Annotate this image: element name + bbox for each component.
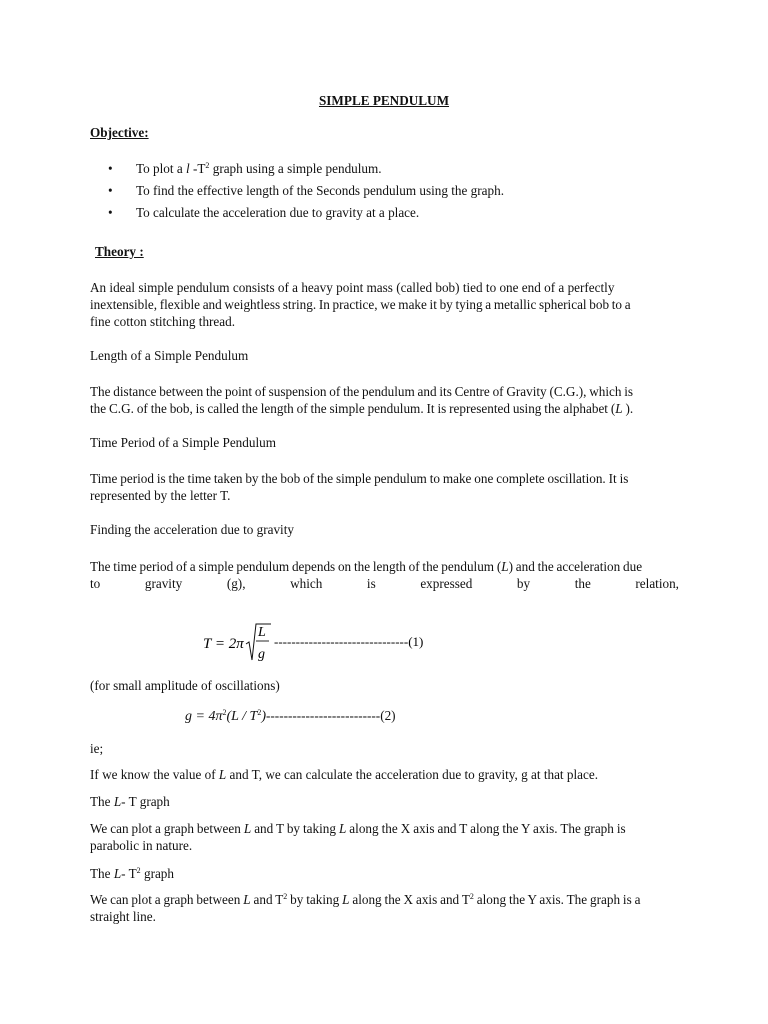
text-line: We can plot a graph between L and T by taking L along the X axis and T along the Y axis. The graph is	[90, 821, 626, 836]
formula-1-numerator: L	[258, 625, 266, 640]
objective-heading: Objective:	[90, 125, 149, 140]
page-title: SIMPLE PENDULUM	[318, 93, 450, 108]
text-line: the C.G. of the bob, is called the length of the simple pendulum. It is represented using the alphabet (L ).	[90, 401, 634, 416]
text-line: An ideal simple pendulum consists of a heavy point mass (called bob) tied to one end of a perfectly	[90, 280, 615, 295]
formula-1-denominator: g	[258, 647, 265, 662]
text-line: The time period of a simple pendulum depends on the length of the pendulum (L) and the acceleration due	[90, 559, 643, 574]
text-line: parabolic in nature.	[90, 838, 193, 853]
ie-text: ie;	[90, 741, 104, 756]
bullet-icon: •	[108, 183, 113, 198]
list-item: • To plot a l $-T^2$ graph using a simple pendulum.	[108, 161, 382, 176]
know-value-line: If we know the value of L and T, we can calculate the acceleration due to gravity, g at that place.	[90, 767, 599, 782]
lt-graph-heading: The L- T graph	[90, 794, 170, 809]
theory-heading: Theory :	[95, 244, 144, 259]
objectives-list	[108, 160, 504, 226]
list-item: • To calculate the acceleration due to gravity at a place.	[108, 205, 420, 220]
text-line: fine cotton stitching thread.	[90, 314, 236, 329]
text-line: represented by the letter T.	[90, 488, 231, 503]
text-line: Time period is the time taken by the bob of the simple pendulum to make one complete oscillation. It is	[90, 471, 629, 486]
lt2-graph-heading: The L- $T^2$ graph	[90, 866, 174, 881]
text-line: The distance between the point of suspension of the pendulum and its Centre of Gravity (C.G.), which is	[90, 384, 634, 399]
gravity-heading: Finding the acceleration due to gravity	[90, 522, 294, 537]
time-period-heading: Time Period of a Simple Pendulum	[90, 435, 276, 450]
text-line: to gravity (g), which is expressed by the relation,	[90, 576, 679, 591]
text-line: inextensible, flexible and weightless string. In practice, we make it by tying a metallic spherical bob to a	[90, 297, 631, 312]
text-line: straight line.	[90, 909, 156, 924]
text-line: We can plot a graph between L and $T^2$ by taking L along the X axis and $T^2$ along the Y axis. The graph is a	[90, 892, 641, 907]
formula-1	[203, 620, 443, 666]
list-item: • To find the effective length of the Seconds pendulum using the graph.	[108, 183, 504, 198]
formula-1-tail: -------------------------------(1)	[274, 634, 424, 649]
small-amplitude-note: (for small amplitude of oscillations)	[90, 678, 280, 693]
bullet-icon: •	[108, 161, 113, 176]
formula-2: $g = 4\pi^2(L / T^2)--------------------------(2)$	[185, 708, 396, 724]
formula-1-lhs: T = 2π	[203, 636, 244, 652]
length-heading: Length of a Simple Pendulum	[90, 348, 249, 363]
bullet-icon: •	[108, 205, 113, 220]
formula-1-graphic	[203, 620, 443, 668]
